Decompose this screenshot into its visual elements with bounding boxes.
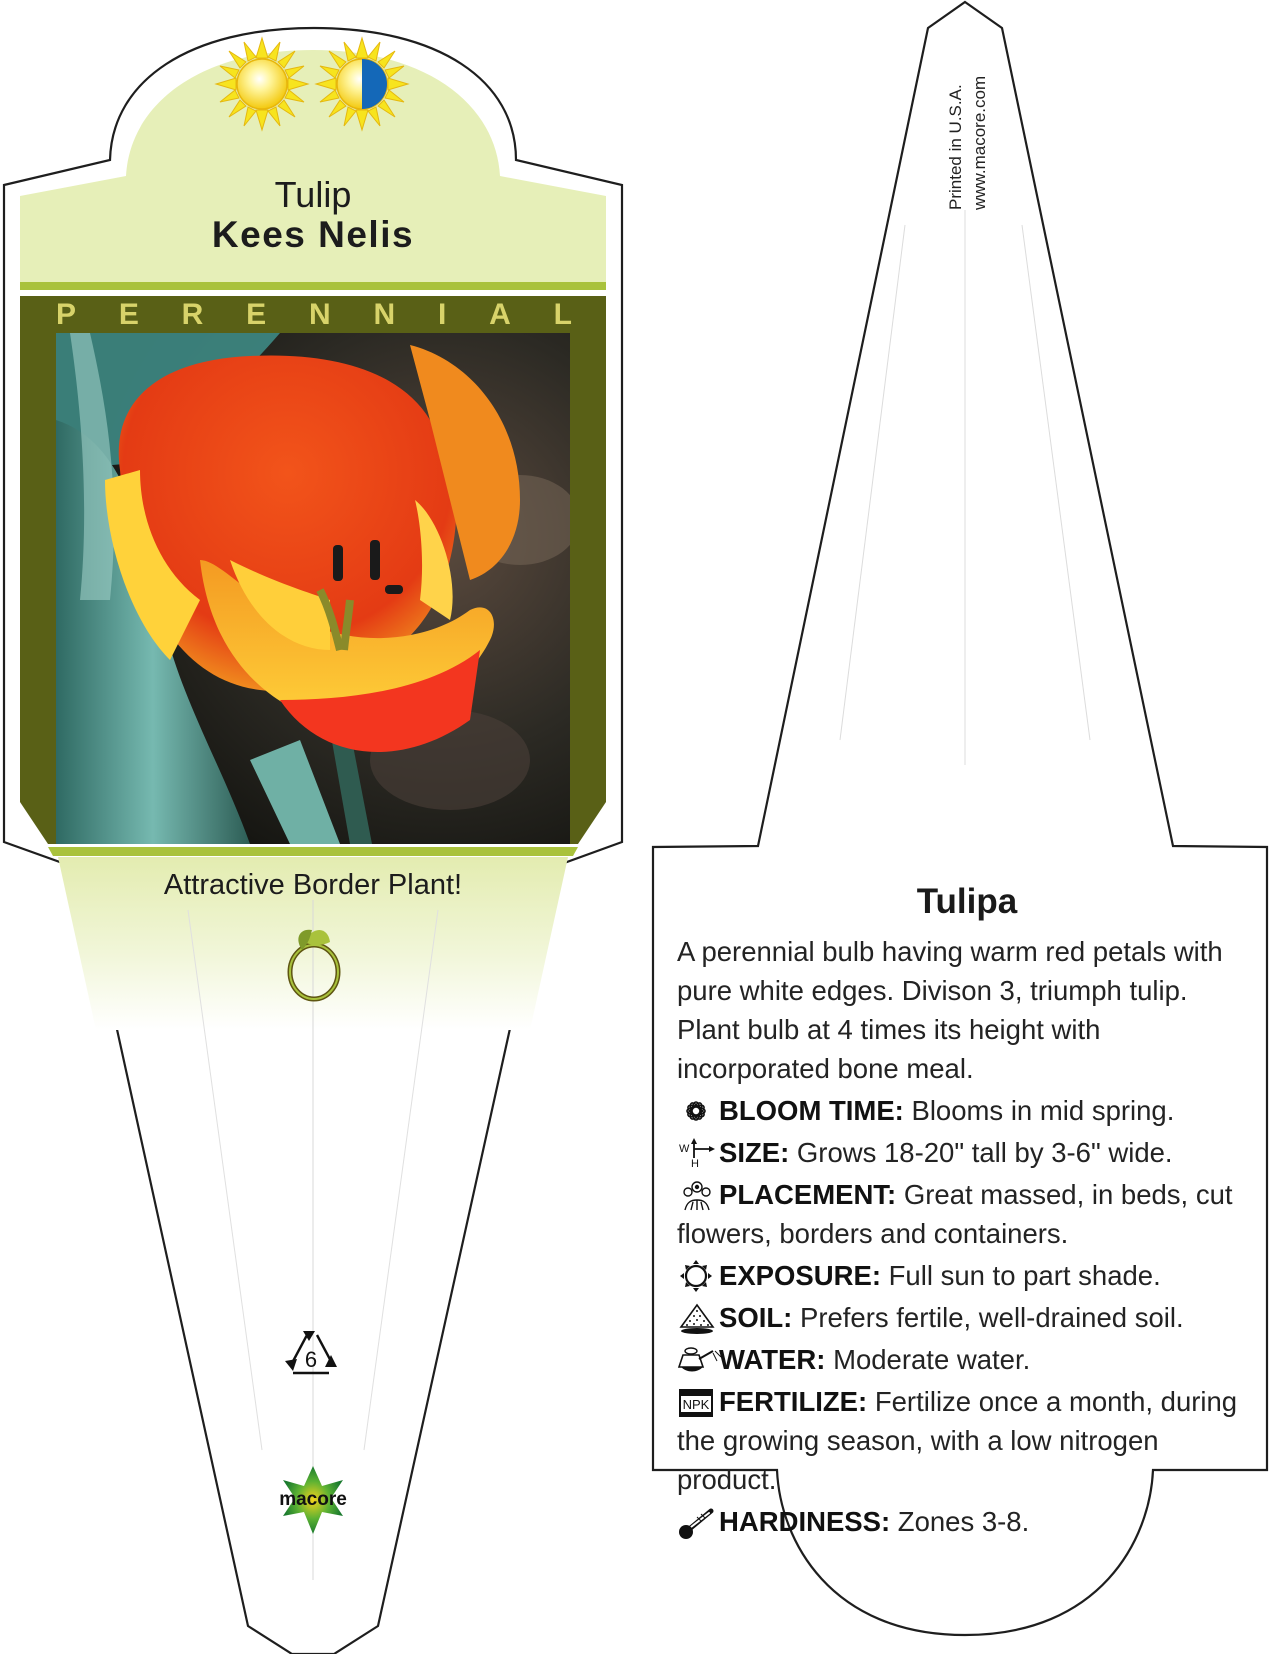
exposure-icon bbox=[677, 1259, 719, 1291]
detail-text: Moderate water. bbox=[833, 1344, 1031, 1375]
detail-hardiness bbox=[677, 1502, 1257, 1541]
category-letter: R bbox=[181, 298, 204, 331]
detail-label: SIZE: bbox=[719, 1137, 790, 1168]
category-letter: I bbox=[437, 298, 447, 331]
npk-label: NPK bbox=[682, 1397, 710, 1412]
water-icon bbox=[677, 1343, 719, 1375]
category-letter: N bbox=[373, 298, 396, 331]
soil-icon bbox=[677, 1301, 719, 1333]
care-info bbox=[677, 876, 1257, 1541]
common-name: Tulip bbox=[274, 174, 352, 215]
size-icon-h: H bbox=[691, 1158, 699, 1170]
detail-water bbox=[677, 1340, 1257, 1379]
category-letter: A bbox=[489, 298, 511, 331]
brand-name: macore bbox=[279, 1489, 347, 1510]
placement-icon bbox=[677, 1178, 719, 1210]
scientific-name: Tulipa bbox=[916, 882, 1018, 921]
detail-placement bbox=[677, 1175, 1257, 1253]
detail-fertilize bbox=[677, 1382, 1257, 1499]
detail-label: WATER: bbox=[719, 1344, 826, 1375]
category-label bbox=[56, 298, 572, 332]
detail-soil bbox=[677, 1298, 1257, 1337]
cultivar-name: Kees Nelis bbox=[211, 214, 415, 255]
bloom-time-icon bbox=[677, 1094, 719, 1126]
fertilize-icon bbox=[677, 1385, 719, 1417]
printed-in-label: Printed in U.S.A. bbox=[946, 84, 965, 210]
website-label: www.macore.com bbox=[970, 75, 989, 210]
tagline: Attractive Border Plant! bbox=[163, 869, 463, 901]
detail-text: Zones 3-8. bbox=[897, 1506, 1030, 1537]
detail-text: Great massed, in beds, cut flowers, borders and containers. bbox=[677, 1179, 1233, 1249]
detail-label: FERTILIZE: bbox=[719, 1386, 868, 1417]
detail-label: SOIL: bbox=[719, 1302, 793, 1333]
category-letter: E bbox=[246, 298, 267, 331]
detail-text: Fertilize once a month, during the growing season, with a low nitrogen product. bbox=[677, 1386, 1238, 1495]
detail-label: BLOOM TIME: bbox=[719, 1095, 904, 1126]
detail-bloom-time bbox=[677, 1091, 1257, 1130]
detail-text: Prefers fertile, well-drained soil. bbox=[799, 1302, 1184, 1333]
category-letter: P bbox=[56, 298, 77, 331]
size-icon-w: W bbox=[679, 1143, 690, 1155]
category-letter: L bbox=[553, 298, 572, 331]
category-letter: E bbox=[118, 298, 139, 331]
detail-text: Full sun to part shade. bbox=[888, 1260, 1161, 1291]
hardiness-icon bbox=[677, 1505, 719, 1537]
detail-label: HARDINESS: bbox=[719, 1506, 891, 1537]
size-icon bbox=[677, 1136, 719, 1168]
detail-size bbox=[677, 1133, 1257, 1172]
detail-label: PLACEMENT: bbox=[719, 1179, 897, 1210]
recycle-number: 6 bbox=[304, 1347, 318, 1372]
detail-text: Grows 18-20" tall by 3-6" wide. bbox=[796, 1137, 1173, 1168]
detail-label: EXPOSURE: bbox=[719, 1260, 881, 1291]
detail-text: Blooms in mid spring. bbox=[911, 1095, 1175, 1126]
description: A perennial bulb having warm red petals with pure white edges. Divison 3, triumph tulip. Plant bulb at 4 times its height with incorporated bone meal. bbox=[677, 936, 1223, 1084]
category-letter: N bbox=[308, 298, 331, 331]
detail-exposure bbox=[677, 1256, 1257, 1295]
